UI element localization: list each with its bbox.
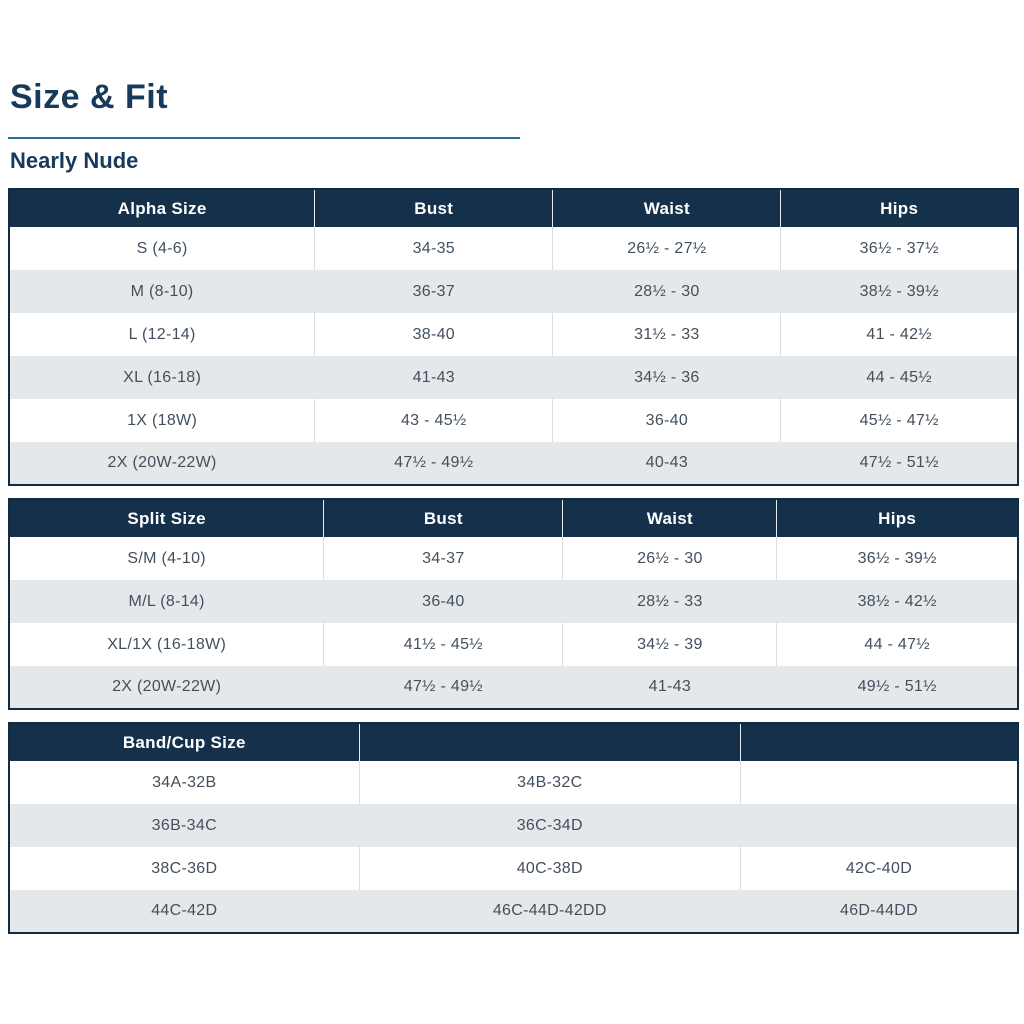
product-name: Nearly Nude: [10, 148, 139, 174]
split-size-cell-0-0: S/M (4-10): [9, 537, 324, 580]
alpha-size-cell-0-0: S (4-6): [9, 227, 315, 270]
alpha-size-cell-0-2: 26½ - 27½: [553, 227, 781, 270]
split-size-cell-2-2: 34½ - 39: [563, 623, 777, 666]
split-size-cell-2-1: 41½ - 45½: [324, 623, 563, 666]
alpha-size-cell-1-2: 28½ - 30: [553, 270, 781, 313]
alpha-size-header-3: Hips: [781, 189, 1018, 227]
alpha-size-cell-0-1: 34-35: [315, 227, 553, 270]
alpha-size-cell-4-1: 43 - 45½: [315, 399, 553, 442]
band-cup-size-header-0: Band/Cup Size: [9, 723, 359, 761]
alpha-size-header-0: Alpha Size: [9, 189, 315, 227]
split-size-header-0: Split Size: [9, 499, 324, 537]
split-size-row-0: [9, 537, 1018, 580]
alpha-size-header-2: Waist: [553, 189, 781, 227]
band-cup-size-cell-2-2: 42C-40D: [741, 847, 1019, 890]
split-size-cell-3-2: 41-43: [563, 666, 777, 709]
split-size-cell-1-2: 28½ - 33: [563, 580, 777, 623]
band-cup-size-cell-3-1: 46C-44D-42DD: [359, 890, 740, 933]
alpha-size-cell-5-3: 47½ - 51½: [781, 442, 1018, 485]
band-cup-size-cell-0-0: 34A-32B: [9, 761, 359, 804]
split-size-cell-3-1: 47½ - 49½: [324, 666, 563, 709]
band-cup-size-header-1: [359, 723, 740, 761]
size-tables-container: [8, 188, 1019, 934]
split-size-cell-0-1: 34-37: [324, 537, 563, 580]
alpha-size-cell-4-3: 45½ - 47½: [781, 399, 1018, 442]
split-size-header-3: Hips: [777, 499, 1018, 537]
alpha-size-cell-1-0: M (8-10): [9, 270, 315, 313]
alpha-size-header-1: Bust: [315, 189, 553, 227]
band-cup-size-cell-1-0: 36B-34C: [9, 804, 359, 847]
page-title: Size & Fit: [10, 78, 169, 116]
split-size-cell-0-2: 26½ - 30: [563, 537, 777, 580]
alpha-size-cell-3-3: 44 - 45½: [781, 356, 1018, 399]
split-size-cell-3-0: 2X (20W-22W): [9, 666, 324, 709]
alpha-size-cell-2-0: L (12-14): [9, 313, 315, 356]
title-divider: [8, 137, 520, 139]
band-cup-size-cell-3-0: 44C-42D: [9, 890, 359, 933]
alpha-size-cell-3-2: 34½ - 36: [553, 356, 781, 399]
band-cup-size-cell-0-1: 34B-32C: [359, 761, 740, 804]
split-size-row-1: [9, 580, 1018, 623]
alpha-size-cell-5-1: 47½ - 49½: [315, 442, 553, 485]
split-size-row-3: [9, 666, 1018, 709]
split-size-cell-1-3: 38½ - 42½: [777, 580, 1018, 623]
split-size-cell-1-1: 36-40: [324, 580, 563, 623]
split-size-header-row: [9, 499, 1018, 537]
band-cup-size-row-3: [9, 890, 1018, 933]
split-size-cell-0-3: 36½ - 39½: [777, 537, 1018, 580]
alpha-size-cell-5-0: 2X (20W-22W): [9, 442, 315, 485]
alpha-size-cell-2-1: 38-40: [315, 313, 553, 356]
split-size-row-2: [9, 623, 1018, 666]
band-cup-size-row-0: [9, 761, 1018, 804]
alpha-size-row-3: [9, 356, 1018, 399]
band-cup-size-cell-2-0: 38C-36D: [9, 847, 359, 890]
alpha-size-cell-2-3: 41 - 42½: [781, 313, 1018, 356]
split-size-table: [8, 498, 1019, 710]
alpha-size-cell-3-1: 41-43: [315, 356, 553, 399]
alpha-size-row-0: [9, 227, 1018, 270]
band-cup-size-row-2: [9, 847, 1018, 890]
band-cup-size-cell-3-2: 46D-44DD: [741, 890, 1019, 933]
alpha-size-row-1: [9, 270, 1018, 313]
split-size-cell-2-3: 44 - 47½: [777, 623, 1018, 666]
band-cup-size-row-1: [9, 804, 1018, 847]
alpha-size-cell-2-2: 31½ - 33: [553, 313, 781, 356]
split-size-cell-1-0: M/L (8-14): [9, 580, 324, 623]
alpha-size-cell-4-2: 36-40: [553, 399, 781, 442]
split-size-header-1: Bust: [324, 499, 563, 537]
alpha-size-header-row: [9, 189, 1018, 227]
alpha-size-table: [8, 188, 1019, 486]
alpha-size-cell-4-0: 1X (18W): [9, 399, 315, 442]
band-cup-size-cell-2-1: 40C-38D: [359, 847, 740, 890]
split-size-cell-2-0: XL/1X (16-18W): [9, 623, 324, 666]
band-cup-size-header-row: [9, 723, 1018, 761]
split-size-header-2: Waist: [563, 499, 777, 537]
alpha-size-cell-1-3: 38½ - 39½: [781, 270, 1018, 313]
band-cup-size-cell-0-2: [741, 761, 1019, 804]
alpha-size-row-4: [9, 399, 1018, 442]
alpha-size-row-5: [9, 442, 1018, 485]
band-cup-size-header-2: [741, 723, 1019, 761]
split-size-cell-3-3: 49½ - 51½: [777, 666, 1018, 709]
alpha-size-cell-1-1: 36-37: [315, 270, 553, 313]
alpha-size-cell-5-2: 40-43: [553, 442, 781, 485]
alpha-size-row-2: [9, 313, 1018, 356]
band-cup-size-cell-1-2: [741, 804, 1019, 847]
alpha-size-cell-0-3: 36½ - 37½: [781, 227, 1018, 270]
band-cup-size-cell-1-1: 36C-34D: [359, 804, 740, 847]
alpha-size-cell-3-0: XL (16-18): [9, 356, 315, 399]
band-cup-size-table: [8, 722, 1019, 934]
